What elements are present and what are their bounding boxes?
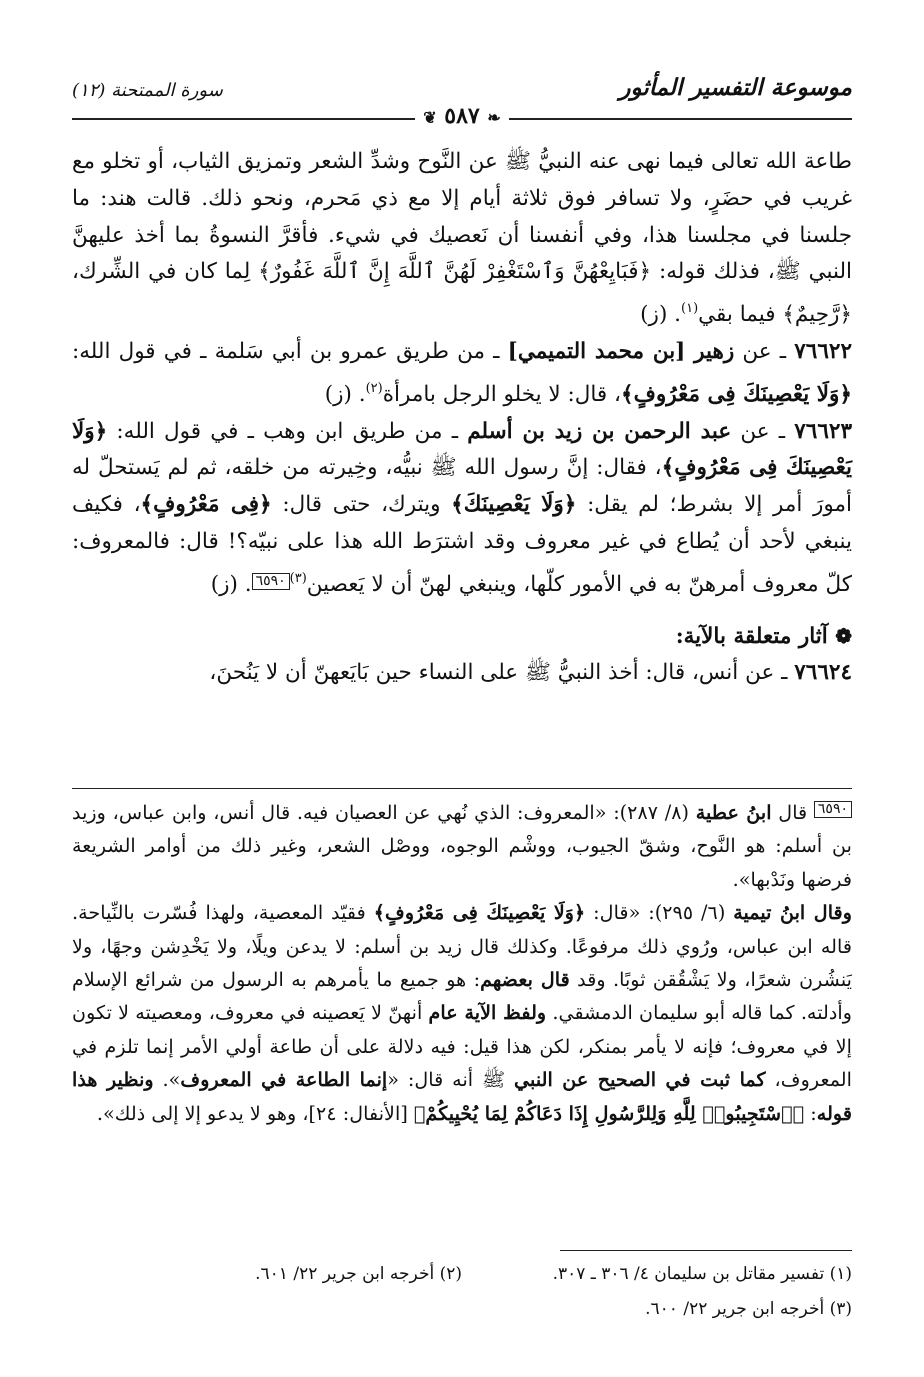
commentary-text: (٦/ ٢٩٥): «قال:	[585, 901, 734, 925]
entry-text: ، فقال: إنَّ رسول الله ﷺ نبيُّه، وخِيرته من خلقه، ثم لم يَستحلّ له أمورَ أمر إلا بشرط؛ لم يقل:	[72, 455, 852, 518]
entry-text: ـ من طريق عمرو بن أبي سَلمة ـ في قول الله:	[72, 338, 508, 364]
commentary-block	[72, 796, 852, 1130]
commentary-ibn-taymiyya	[72, 896, 852, 1130]
entry-text: ـ من طريق ابن وهب ـ في قول الله:	[107, 418, 468, 444]
entry-text: ـ عن	[734, 338, 795, 364]
commentary-text: أنهنّ لا يَعصينه في معروف، ومعصيته لا تكون إلا في معروف؛ فإنه لا يأمر بمنكر، لكن هذا قيل: فيه دلالة على أن طاعة أولي الأمر إنما تلزم في المعروف،	[72, 1001, 852, 1092]
quran-quote: ﴿وَلَا يَعْصِينَكَ﴾	[451, 492, 577, 518]
series-title: موسوعة التفسير المأثور	[619, 74, 852, 101]
section-title: آثار متعلقة بالآية:	[675, 623, 828, 649]
quran-quote: ﴿ٱسْتَجِيبُوا۟ لِلَّهِ وَلِلرَّسُولِ إِذَا دَعَاكُمْ لِمَا يُحْيِيكُمْ﴾	[413, 1101, 805, 1125]
quran-quote: ﴿وَلَا يَعْصِينَكَ فِى مَعْرُوفٍ﴾	[373, 901, 586, 925]
flower-icon: ❁	[835, 623, 852, 648]
source-tag: . (ز)	[324, 381, 366, 407]
emphasis-text: كما ثبت في الصحيح عن النبي	[514, 1068, 766, 1092]
entry-text: ويترك، حتى قال:	[271, 492, 452, 518]
entry-text: ، فكيف ينبغي لأحد أن يُطاع في غير معروف وقد اشترَط الله هذا على نبيّه؟! قال: فالمعروف: كلّ معروف أمرهنّ به في الأمور كلّها، وينبغي لهنّ أن لا يَعصين	[72, 492, 852, 597]
commentary-text: ﷺ أنه قال: «	[387, 1068, 515, 1092]
entry-number: ٧٦٦٢٣	[794, 418, 852, 444]
entry-text: ـ عن أنس، قال: أخذ النبيُّ ﷺ على النساء حين بَايَعهنّ أن لا يَنُحنَ،	[209, 660, 795, 686]
footnote-3: (٣) أخرجه ابن جرير ٢٢/ ٦٠٠.	[645, 1299, 852, 1319]
commentary-text: :	[804, 1101, 817, 1125]
footnote-2: (٢) أخرجه ابن جرير ٢٢/ ٦٠١.	[255, 1264, 462, 1284]
surah-title: سورة الممتحنة (١٢)	[72, 80, 223, 101]
footnotes-row	[72, 1262, 852, 1286]
commentary-text: [الأنفال: ٢٤]، وهو لا يدعو إلا إلى ذلك».	[96, 1101, 414, 1125]
emphasis-text: قال بعضهم	[480, 968, 570, 992]
footnote-1: (١) تفسير مقاتل بن سليمان ٤/ ٣٠٦ ـ ٣٠٧.	[552, 1264, 852, 1284]
commentary-text: (٨/ ٢٨٧): «المعروف: الذي نُهي عن العصيان فيه. قال أنس، وابن عباس، وزيد بن أسلم: هو النَّوح، وشقّ الجيوب، ووشْم الوجوه، ووصْل الشعر، وغير ذلك من أوامر الشريعة فرضها ونَدْبها».	[72, 801, 852, 891]
narrator-name: زهير [بن محمد التميمي]	[507, 338, 735, 364]
entry-number: ٧٦٦٢٢	[794, 338, 852, 364]
hadith-quote: إنما الطاعة في المعروف	[180, 1068, 388, 1092]
ornament-icon: ❧	[487, 108, 501, 127]
emphasis-text: ولفظ الآية عام	[428, 1001, 547, 1025]
commentary-separator	[72, 788, 852, 789]
entry-number: ٧٦٦٢٤	[794, 660, 852, 686]
commentary-ibn-atiyya	[72, 796, 852, 896]
footnote-marker: (١)	[681, 301, 699, 317]
footnotes-row-2	[72, 1297, 852, 1321]
commentary-ref-box[interactable]: ٦٥٩٠	[814, 801, 852, 818]
commentary-text: قال	[771, 801, 814, 824]
entry-76624	[72, 655, 852, 692]
section-heading	[72, 618, 852, 656]
page-number: ٥٨٧	[444, 103, 480, 129]
page-number-block	[0, 103, 924, 129]
entry-76622	[72, 334, 852, 414]
commentary-text: ».	[153, 1068, 181, 1092]
entry-text: ، قال: لا يخلو الرجل بامرأة	[382, 381, 621, 407]
footnote-marker: (٣)	[289, 570, 307, 586]
scholar-name: ابنُ عطية	[695, 801, 772, 824]
source-tag: . (ز)	[210, 571, 252, 597]
main-text	[72, 144, 852, 692]
narrator-name: عبد الرحمن بن زيد بن أسلم	[467, 418, 732, 444]
entry-text: ـ عن	[731, 418, 795, 444]
quran-quote: ﴿وَلَا يَعْصِينَكَ فِى مَعْرُوفٍ﴾	[72, 418, 852, 481]
commentary-text: فقيّد المعصية، ولهذا فُسّرت بالنِّياحة. قاله ابن عباس، ورُوي ذلك مرفوعًا. وكذلك قال زيد بن أسلم: لا يدعن ويلًا، ولا يَخْدِشن وجهًا، ولا يَنشُرن شعرًا، ولا يَشْقُقن ثوبًا. وقد	[72, 901, 852, 992]
quran-quote: ﴿وَلَا يَعْصِينَكَ فِى مَعْرُوفٍ﴾	[620, 381, 852, 407]
quran-quote: ﴿فِى مَعْرُوفٍ﴾	[140, 492, 272, 518]
cross-reference-box[interactable]: ٦٥٩٠	[252, 573, 290, 590]
commentary-text: : هو جميع ما يأمرهم به الرسول من شرائع الإسلام وأدلته. كما قاله أبو سليمان الدمشقي.	[72, 968, 852, 1025]
source-tag: . (ز)	[640, 302, 681, 328]
paragraph-text: طاعة الله تعالى فيما نهى عنه النبيُّ ﷺ عن النَّوح وشدِّ الشعر وتمزيق الثياب، أو تخلو مع غريب في حضَرٍ، ولا تسافر فوق ثلاثة أيام إلا مع ذي مَحرم، ونحو ذلك. قالت هند: ما جلسنا في مجلسنا هذا، وفي أنفسنا أن نَعصيك في شيء. فأقرَّ النسوةُ بما أخذ عليهنَّ النبي ﷺ، فذلك قوله: ﴿فَبَايِعْهُنَّ وَٱسْتَغْفِرْ لَهُنَّ ٱللَّهَ إِنَّ ٱللَّهَ غَفُورٌ﴾ لِما كان في الشِّرك، ﴿رَّحِيمٌ﴾ فيما بقي	[72, 149, 852, 328]
entry-76623	[72, 414, 852, 604]
ornament-icon: ❦	[423, 108, 437, 127]
paragraph-continuation	[72, 144, 852, 334]
footnote-separator	[560, 1250, 852, 1251]
emphasis-text: ونظير هذا قوله	[72, 1068, 852, 1125]
footnote-marker: (٢)	[365, 380, 383, 396]
scholar-name: وقال ابنُ تيمية	[733, 901, 852, 925]
